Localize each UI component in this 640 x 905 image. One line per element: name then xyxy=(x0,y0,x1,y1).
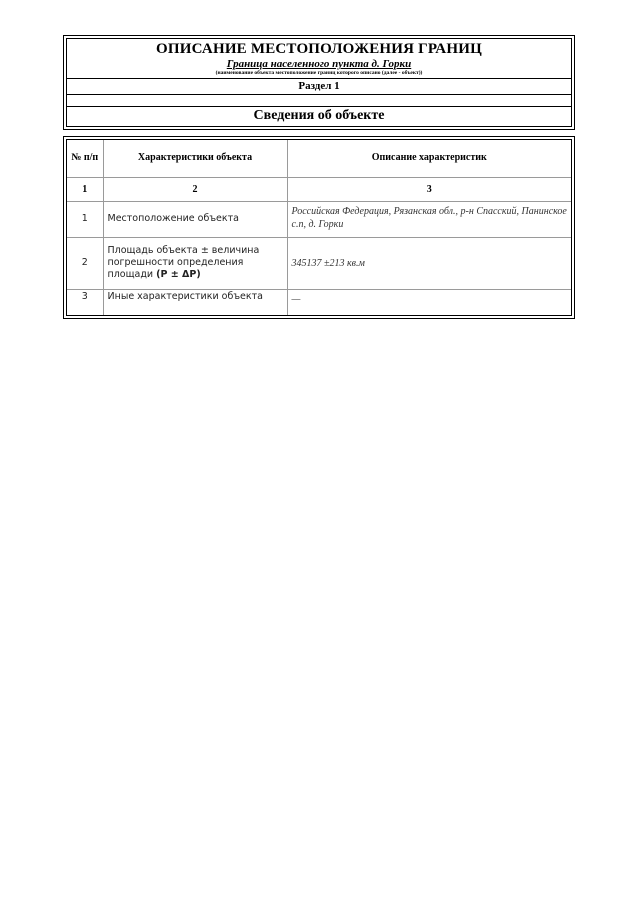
table-row xyxy=(67,289,571,315)
area-formula: (Р ± ΔР) xyxy=(156,269,201,280)
header-description: Описание характеристик xyxy=(287,140,571,177)
row-characteristic xyxy=(103,237,287,289)
table-row xyxy=(67,237,571,289)
document-title: ОПИСАНИЕ МЕСТОПОЛОЖЕНИЯ ГРАНИЦ xyxy=(156,41,482,57)
object-name-caption: (наименование объекта местоположение границ которого описано (далее - объект)) xyxy=(215,70,423,76)
row-description: 345137 ±213 кв.м xyxy=(287,237,571,289)
column-number: 1 xyxy=(67,177,103,201)
document-header xyxy=(66,38,572,127)
info-table xyxy=(67,140,571,315)
header-spacer xyxy=(67,95,571,107)
row-number: 2 xyxy=(67,237,103,289)
section-label: Раздел 1 xyxy=(67,79,571,95)
row-characteristic: Местоположение объекта xyxy=(103,201,287,237)
header-characteristic: Характеристики объекта xyxy=(103,140,287,177)
header-main xyxy=(67,39,571,79)
table-header-row xyxy=(67,140,571,177)
column-number: 2 xyxy=(103,177,287,201)
row-number: 3 xyxy=(67,289,103,315)
object-name: Граница населенного пункта д. Горки xyxy=(226,58,412,70)
section-title: Сведения об объекте xyxy=(253,108,385,123)
column-number-row xyxy=(67,177,571,201)
header-num: № п/п xyxy=(67,140,103,177)
row-description: — xyxy=(287,289,571,315)
row-number: 1 xyxy=(67,201,103,237)
table-row xyxy=(67,201,571,237)
column-number: 3 xyxy=(287,177,571,201)
row-description: Российская Федерация, Рязанская обл., р-н Спасский, Панинское с.п, д. Горки xyxy=(287,201,571,237)
area-characteristic-text: Площадь объекта ± величина погрешности определения площади xyxy=(107,245,260,280)
row-characteristic: Иные характеристики объекта xyxy=(103,289,287,315)
object-info-table xyxy=(66,139,572,316)
